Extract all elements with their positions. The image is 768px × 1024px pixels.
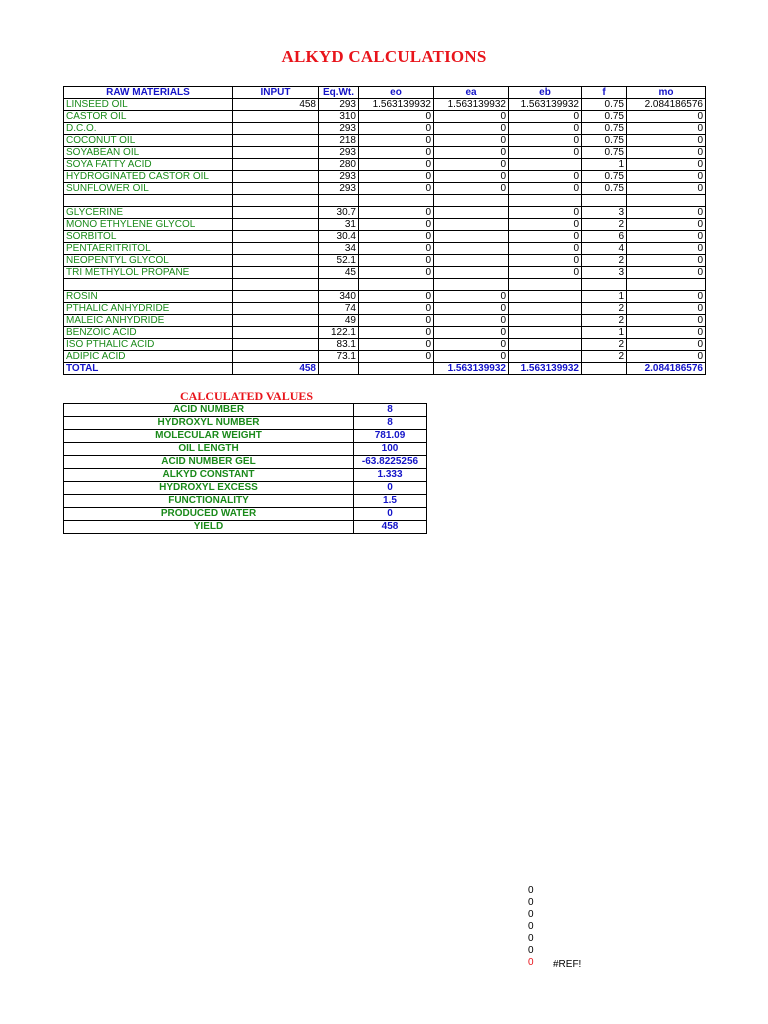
value-cell <box>434 219 509 231</box>
value-cell: 30.7 <box>319 207 359 219</box>
material-name: PENTAERITRITOL <box>64 243 233 255</box>
empty-cell <box>509 279 582 291</box>
value-cell: 0 <box>359 339 434 351</box>
value-cell: 0 <box>434 123 509 135</box>
value-cell: 0.75 <box>582 111 627 123</box>
stray-zero: 0 <box>528 957 534 968</box>
value-cell <box>509 339 582 351</box>
material-name: SOYABEAN OIL <box>64 147 233 159</box>
table-row <box>64 171 706 183</box>
value-cell: 0 <box>627 159 706 171</box>
table-row <box>64 267 706 279</box>
calculated-row <box>64 482 427 495</box>
value-cell <box>233 303 319 315</box>
value-cell: 0 <box>627 111 706 123</box>
value-cell: 310 <box>319 111 359 123</box>
value-cell: 0 <box>509 171 582 183</box>
column-header: eo <box>359 87 434 99</box>
value-cell: 0 <box>627 291 706 303</box>
value-cell: 3 <box>582 207 627 219</box>
table-row <box>64 291 706 303</box>
empty-cell <box>434 195 509 207</box>
stray-zero: 0 <box>528 945 534 956</box>
value-cell: 30.4 <box>319 231 359 243</box>
material-name: ISO PTHALIC ACID <box>64 339 233 351</box>
stray-zero-column <box>528 885 534 969</box>
value-cell: 0 <box>434 339 509 351</box>
value-cell: 52.1 <box>319 255 359 267</box>
value-cell: 0 <box>434 291 509 303</box>
value-cell: 1.563139932 <box>434 99 509 111</box>
calculated-label: HYDROXYL NUMBER <box>64 417 354 430</box>
value-cell <box>509 303 582 315</box>
value-cell: 0 <box>509 231 582 243</box>
value-cell: 0 <box>359 291 434 303</box>
value-cell: 0 <box>509 135 582 147</box>
value-cell <box>233 315 319 327</box>
value-cell: 0 <box>434 327 509 339</box>
value-cell <box>233 147 319 159</box>
calculated-row <box>64 508 427 521</box>
value-cell: 73.1 <box>319 351 359 363</box>
value-cell: 0 <box>509 207 582 219</box>
total-value: 2.084186576 <box>627 363 706 375</box>
value-cell <box>233 267 319 279</box>
value-cell <box>509 291 582 303</box>
value-cell <box>233 159 319 171</box>
value-cell: 1 <box>582 327 627 339</box>
value-cell: 0 <box>359 231 434 243</box>
total-value <box>582 363 627 375</box>
value-cell: 0 <box>359 135 434 147</box>
value-cell: 2 <box>582 255 627 267</box>
empty-cell <box>233 279 319 291</box>
value-cell: 3 <box>582 267 627 279</box>
material-name: ADIPIC ACID <box>64 351 233 363</box>
value-cell: 0 <box>359 255 434 267</box>
value-cell: 1 <box>582 291 627 303</box>
value-cell: 0 <box>359 159 434 171</box>
calculated-row <box>64 495 427 508</box>
value-cell: 458 <box>233 99 319 111</box>
table-row <box>64 339 706 351</box>
value-cell <box>233 243 319 255</box>
calculated-row <box>64 469 427 482</box>
value-cell: 0 <box>359 267 434 279</box>
calculated-value: 0 <box>354 482 427 495</box>
material-name: SOYA FATTY ACID <box>64 159 233 171</box>
value-cell: 0 <box>509 255 582 267</box>
table-row <box>64 111 706 123</box>
value-cell: 0 <box>434 135 509 147</box>
value-cell: 293 <box>319 123 359 135</box>
table-row <box>64 183 706 195</box>
value-cell: 0 <box>359 171 434 183</box>
value-cell: 218 <box>319 135 359 147</box>
column-header: INPUT <box>233 87 319 99</box>
material-name: HYDROGINATED CASTOR OIL <box>64 171 233 183</box>
empty-cell <box>509 195 582 207</box>
value-cell: 0.75 <box>582 135 627 147</box>
value-cell: 0 <box>627 303 706 315</box>
material-name: TRI METHYLOL PROPANE <box>64 267 233 279</box>
value-cell: 0 <box>359 327 434 339</box>
value-cell: 2 <box>582 315 627 327</box>
table-row <box>64 255 706 267</box>
value-cell: 2 <box>582 303 627 315</box>
value-cell: 0 <box>509 267 582 279</box>
table-row <box>64 123 706 135</box>
material-name: D.C.O. <box>64 123 233 135</box>
total-value <box>359 363 434 375</box>
value-cell: 0 <box>627 231 706 243</box>
calculated-row <box>64 417 427 430</box>
table-row <box>64 303 706 315</box>
empty-cell <box>64 195 233 207</box>
table-row <box>64 351 706 363</box>
value-cell: 0 <box>627 219 706 231</box>
table-row <box>64 207 706 219</box>
value-cell <box>233 111 319 123</box>
value-cell: 0 <box>434 171 509 183</box>
value-cell: 2.084186576 <box>627 99 706 111</box>
value-cell: 2 <box>582 351 627 363</box>
value-cell: 0 <box>627 171 706 183</box>
value-cell <box>434 231 509 243</box>
value-cell: 0 <box>359 303 434 315</box>
table-row <box>64 159 706 171</box>
column-header: ea <box>434 87 509 99</box>
empty-cell <box>582 195 627 207</box>
empty-cell <box>434 279 509 291</box>
column-header: RAW MATERIALS <box>64 87 233 99</box>
value-cell: 0 <box>627 339 706 351</box>
material-name: MONO ETHYLENE GLYCOL <box>64 219 233 231</box>
material-name: NEOPENTYL GLYCOL <box>64 255 233 267</box>
calculated-row <box>64 430 427 443</box>
spacer-row <box>64 279 706 291</box>
material-name: CASTOR OIL <box>64 111 233 123</box>
calculated-value: 781.09 <box>354 430 427 443</box>
value-cell: 49 <box>319 315 359 327</box>
calculated-value: -63.8225256 <box>354 456 427 469</box>
empty-cell <box>359 195 434 207</box>
value-cell: 293 <box>319 99 359 111</box>
value-cell: 0.75 <box>582 171 627 183</box>
material-name: LINSEED OIL <box>64 99 233 111</box>
value-cell: 0 <box>627 135 706 147</box>
value-cell: 0.75 <box>582 147 627 159</box>
calculated-label: YIELD <box>64 521 354 534</box>
value-cell <box>434 243 509 255</box>
value-cell: 0 <box>627 207 706 219</box>
value-cell <box>509 351 582 363</box>
calculated-label: OIL LENGTH <box>64 443 354 456</box>
value-cell: 31 <box>319 219 359 231</box>
stray-zero: 0 <box>528 897 534 908</box>
value-cell <box>233 327 319 339</box>
value-cell: 340 <box>319 291 359 303</box>
table-row <box>64 243 706 255</box>
value-cell: 0 <box>359 111 434 123</box>
value-cell: 0 <box>434 351 509 363</box>
table-row <box>64 231 706 243</box>
value-cell: 0 <box>359 243 434 255</box>
calculated-label: ACID NUMBER <box>64 404 354 417</box>
calculated-value: 8 <box>354 417 427 430</box>
stray-zero: 0 <box>528 909 534 920</box>
value-cell: 293 <box>319 147 359 159</box>
calculated-label: FUNCTIONALITY <box>64 495 354 508</box>
value-cell <box>509 315 582 327</box>
column-header: eb <box>509 87 582 99</box>
value-cell: 0 <box>359 219 434 231</box>
stray-zero: 0 <box>528 933 534 944</box>
empty-cell <box>627 195 706 207</box>
calculated-values-table <box>63 403 427 534</box>
value-cell <box>233 171 319 183</box>
value-cell: 0 <box>509 183 582 195</box>
empty-cell <box>64 279 233 291</box>
calculated-label: PRODUCED WATER <box>64 508 354 521</box>
total-row <box>64 363 706 375</box>
calculated-row <box>64 521 427 534</box>
value-cell: 0 <box>434 111 509 123</box>
stray-zero: 0 <box>528 921 534 932</box>
value-cell: 1.563139932 <box>509 99 582 111</box>
material-name: MALEIC ANHYDRIDE <box>64 315 233 327</box>
column-header: mo <box>627 87 706 99</box>
column-header: f <box>582 87 627 99</box>
table-row <box>64 99 706 111</box>
value-cell: 2 <box>582 219 627 231</box>
value-cell <box>233 183 319 195</box>
table-row <box>64 135 706 147</box>
value-cell <box>233 207 319 219</box>
calculated-label: ACID NUMBER GEL <box>64 456 354 469</box>
ref-error-cell: #REF! <box>553 959 582 970</box>
value-cell: 0 <box>359 123 434 135</box>
material-name: GLYCERINE <box>64 207 233 219</box>
empty-cell <box>319 195 359 207</box>
calculated-label: ALKYD CONSTANT <box>64 469 354 482</box>
value-cell: 0 <box>627 327 706 339</box>
empty-cell <box>582 279 627 291</box>
value-cell: 0 <box>434 147 509 159</box>
value-cell: 0.75 <box>582 183 627 195</box>
calculated-value: 1.5 <box>354 495 427 508</box>
calculated-value: 1.333 <box>354 469 427 482</box>
value-cell <box>434 255 509 267</box>
value-cell <box>434 267 509 279</box>
spacer-row <box>64 195 706 207</box>
value-cell: 2 <box>582 339 627 351</box>
value-cell: 0 <box>509 147 582 159</box>
calculated-label: MOLECULAR WEIGHT <box>64 430 354 443</box>
value-cell: 0 <box>627 243 706 255</box>
value-cell: 0 <box>509 123 582 135</box>
raw-materials-table <box>63 86 706 375</box>
material-name: PTHALIC ANHYDRIDE <box>64 303 233 315</box>
calculated-row <box>64 443 427 456</box>
value-cell: 0.75 <box>582 123 627 135</box>
empty-cell <box>233 195 319 207</box>
table-row <box>64 147 706 159</box>
stray-zero: 0 <box>528 885 534 896</box>
total-value: 1.563139932 <box>509 363 582 375</box>
value-cell <box>233 123 319 135</box>
value-cell: 293 <box>319 183 359 195</box>
table-row <box>64 327 706 339</box>
value-cell: 34 <box>319 243 359 255</box>
material-name: COCONUT OIL <box>64 135 233 147</box>
value-cell: 1 <box>582 159 627 171</box>
value-cell: 0 <box>434 183 509 195</box>
total-value <box>319 363 359 375</box>
value-cell: 0 <box>359 147 434 159</box>
calculated-value: 8 <box>354 404 427 417</box>
calculated-label: HYDROXYL EXCESS <box>64 482 354 495</box>
value-cell: 0 <box>627 255 706 267</box>
value-cell: 0 <box>509 111 582 123</box>
value-cell: 0 <box>359 207 434 219</box>
value-cell <box>233 135 319 147</box>
value-cell: 293 <box>319 171 359 183</box>
value-cell: 1.563139932 <box>359 99 434 111</box>
column-header: Eq.Wt. <box>319 87 359 99</box>
calculated-row <box>64 456 427 469</box>
value-cell: 6 <box>582 231 627 243</box>
value-cell <box>233 255 319 267</box>
empty-cell <box>627 279 706 291</box>
value-cell <box>233 219 319 231</box>
header-row <box>64 87 706 99</box>
value-cell: 0 <box>359 183 434 195</box>
calculated-value: 100 <box>354 443 427 456</box>
table-row <box>64 219 706 231</box>
value-cell <box>233 231 319 243</box>
value-cell: 0 <box>627 147 706 159</box>
calculated-value: 0 <box>354 508 427 521</box>
value-cell: 0 <box>434 315 509 327</box>
material-name: ROSIN <box>64 291 233 303</box>
value-cell: 74 <box>319 303 359 315</box>
value-cell: 45 <box>319 267 359 279</box>
value-cell: 0 <box>359 351 434 363</box>
value-cell <box>233 339 319 351</box>
value-cell: 0 <box>509 219 582 231</box>
total-value: 458 <box>233 363 319 375</box>
material-name: SORBITOL <box>64 231 233 243</box>
value-cell <box>434 207 509 219</box>
page-title: ALKYD CALCULATIONS <box>281 47 487 66</box>
value-cell: 0 <box>627 183 706 195</box>
value-cell <box>509 159 582 171</box>
value-cell: 0 <box>627 267 706 279</box>
empty-cell <box>319 279 359 291</box>
total-label: TOTAL <box>64 363 233 375</box>
value-cell: 0 <box>434 303 509 315</box>
value-cell: 0.75 <box>582 99 627 111</box>
total-value: 1.563139932 <box>434 363 509 375</box>
value-cell: 0 <box>627 315 706 327</box>
value-cell: 0 <box>359 315 434 327</box>
material-name: BENZOIC ACID <box>64 327 233 339</box>
value-cell: 4 <box>582 243 627 255</box>
material-name: SUNFLOWER OIL <box>64 183 233 195</box>
table-row <box>64 315 706 327</box>
value-cell <box>233 291 319 303</box>
value-cell: 0 <box>434 159 509 171</box>
value-cell: 83.1 <box>319 339 359 351</box>
value-cell: 0 <box>627 123 706 135</box>
value-cell: 122.1 <box>319 327 359 339</box>
value-cell: 280 <box>319 159 359 171</box>
value-cell <box>509 327 582 339</box>
calculated-row <box>64 404 427 417</box>
calculated-value: 458 <box>354 521 427 534</box>
value-cell: 0 <box>627 351 706 363</box>
value-cell: 0 <box>509 243 582 255</box>
calculated-values-title: CALCULATED VALUES <box>180 389 314 403</box>
empty-cell <box>359 279 434 291</box>
value-cell <box>233 351 319 363</box>
